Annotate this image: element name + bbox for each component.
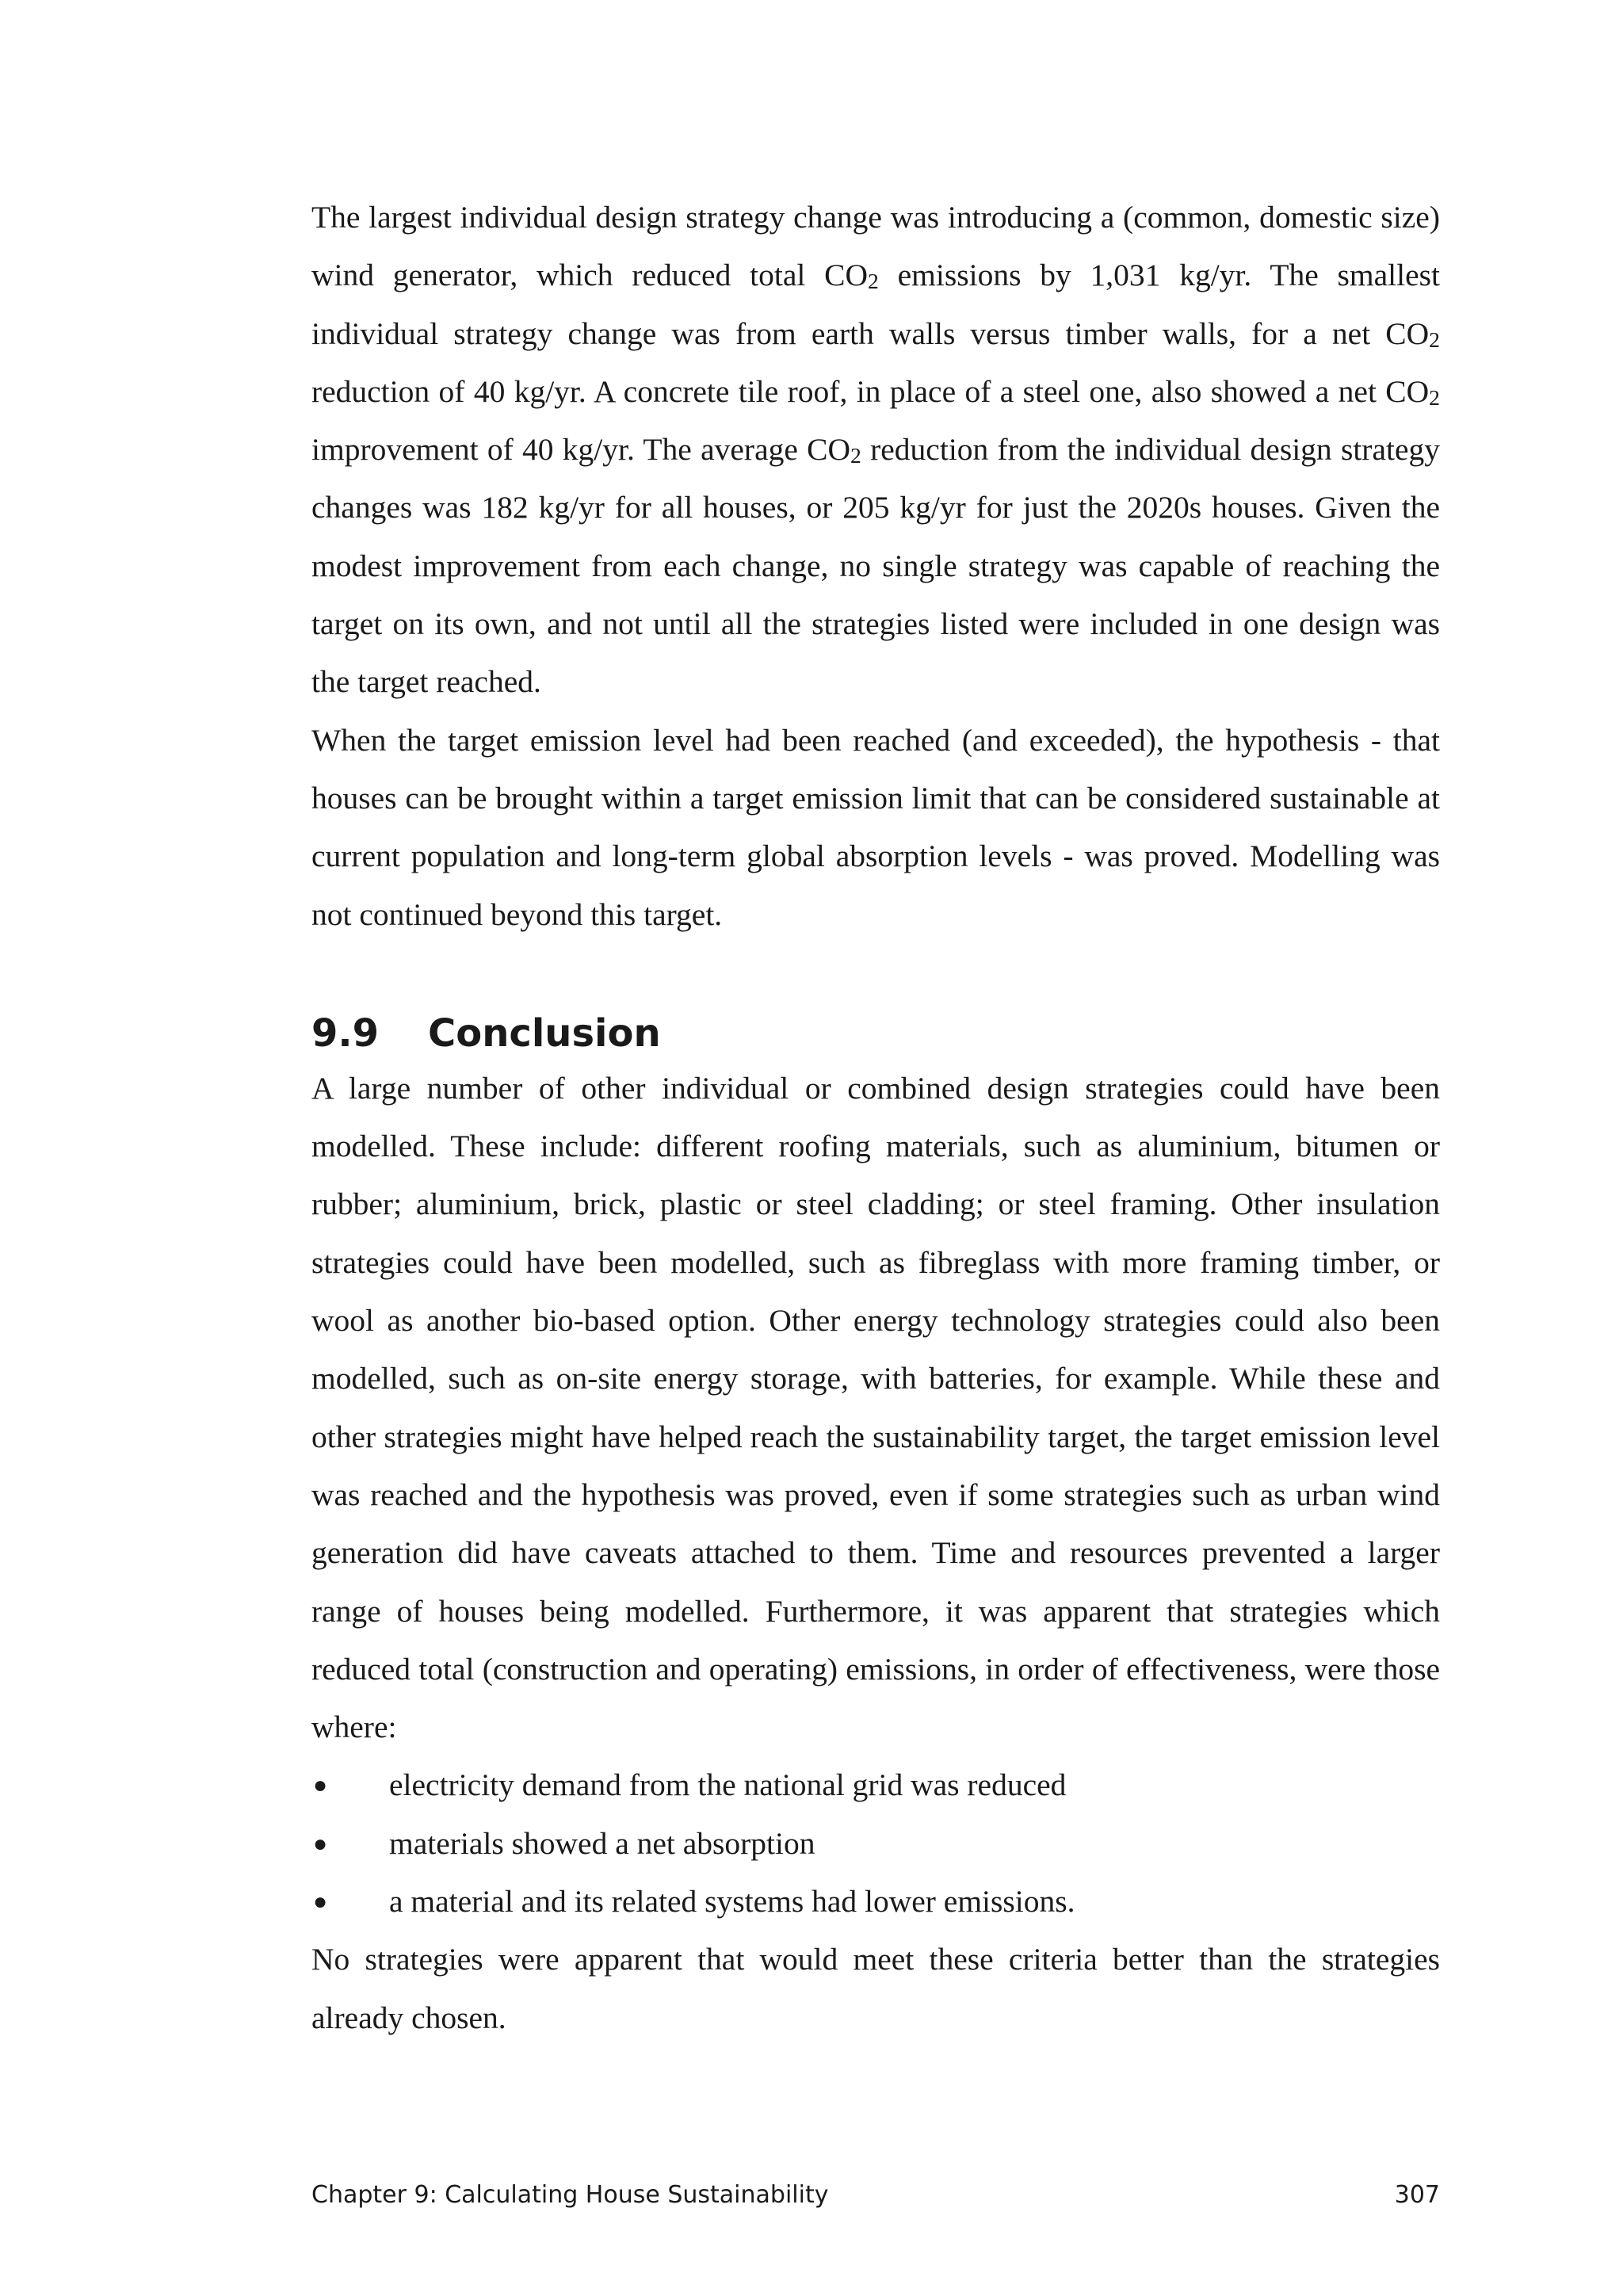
list-item (311, 1873, 1440, 1931)
subscript: 2 (850, 443, 861, 468)
bullet-icon: ● (313, 1830, 328, 1857)
paragraph-closing: No strategies were apparent that would meet these criteria better than the strategies already chosen. (311, 1942, 1440, 2035)
list-item-text: electricity demand from the national grid was reduced (389, 1767, 1067, 1803)
text-run: reduction of 40 kg/yr. A concrete tile roof, in place of a steel one, also showed a net CO (311, 373, 1430, 409)
text-run: The largest individual design strategy change was introducing a (common, domestic size) wind generator, which reduced total CO (311, 200, 1440, 293)
paragraph-design-strategies (311, 189, 1440, 712)
bullet-list (311, 1756, 1440, 1931)
page-footer (311, 2181, 1440, 2209)
list-item-text: materials showed a net absorption (389, 1825, 815, 1861)
subscript: 2 (1429, 385, 1440, 411)
text-run: reduction from the individual design strategy changes was 182 kg/yr for all houses, or 205 kg/yr for just the 2020s houses. Given the modest improvement from each change, no single strategy was capable of reaching the target on its own, and not until all the strategies listed were included in one design was the target reached. (311, 432, 1440, 700)
list-item-text: a material and its related systems had lower emissions. (389, 1884, 1075, 1920)
subscript: 2 (868, 269, 879, 294)
section-title: Conclusion (428, 1010, 661, 1056)
bullet-icon: ● (313, 1889, 328, 1916)
section-heading (311, 1007, 1440, 1060)
paragraph-hypothesis: When the target emission level had been reached (and exceeded), the hypothesis - that houses can be brought within a target emission limit that can be considered sustainable at current population and long-term global absorption levels - was proved. Modelling was not continued beyond this target. (311, 722, 1440, 932)
page-content (311, 189, 1440, 2047)
text-run: emissions by 1,031 kg/yr. The smallest individual strategy change was from earth walls versus timber walls, for a net CO (311, 258, 1441, 351)
section-number: 9.9 (311, 1010, 380, 1056)
paragraph-conclusion: A large number of other individual or combined design strategies could have been modelled. These include: different roofing materials, such as aluminium, bitumen or rubber; aluminium, brick, plastic or steel cladding; or steel framing. Other insulation strategies could have been modelled, such as fibreglass with more framing timber, or wool as another bio-based option. Other energy technology strategies could also been modelled, such as on-site energy storage, with batteries, for example. While these and other strategies might have helped reach the sustainability target, the target emission level was reached and the hypothesis was proved, even if some strategies such as urban wind generation did have caveats attached to them. Time and resources prevented a larger range of houses being modelled. Furthermore, it was apparent that strategies which reduced total (construction and operating) emissions, in order of effectiveness, were those where: (311, 1070, 1440, 1745)
text-run: improvement of 40 kg/yr. The average CO (311, 432, 851, 468)
list-item (311, 1756, 1440, 1814)
bullet-icon: ● (313, 1772, 328, 1799)
footer-page-number: 307 (1394, 2181, 1440, 2209)
footer-chapter-title: Chapter 9: Calculating House Sustainability (311, 2181, 829, 2209)
list-item (311, 1815, 1440, 1873)
subscript: 2 (1429, 327, 1440, 352)
